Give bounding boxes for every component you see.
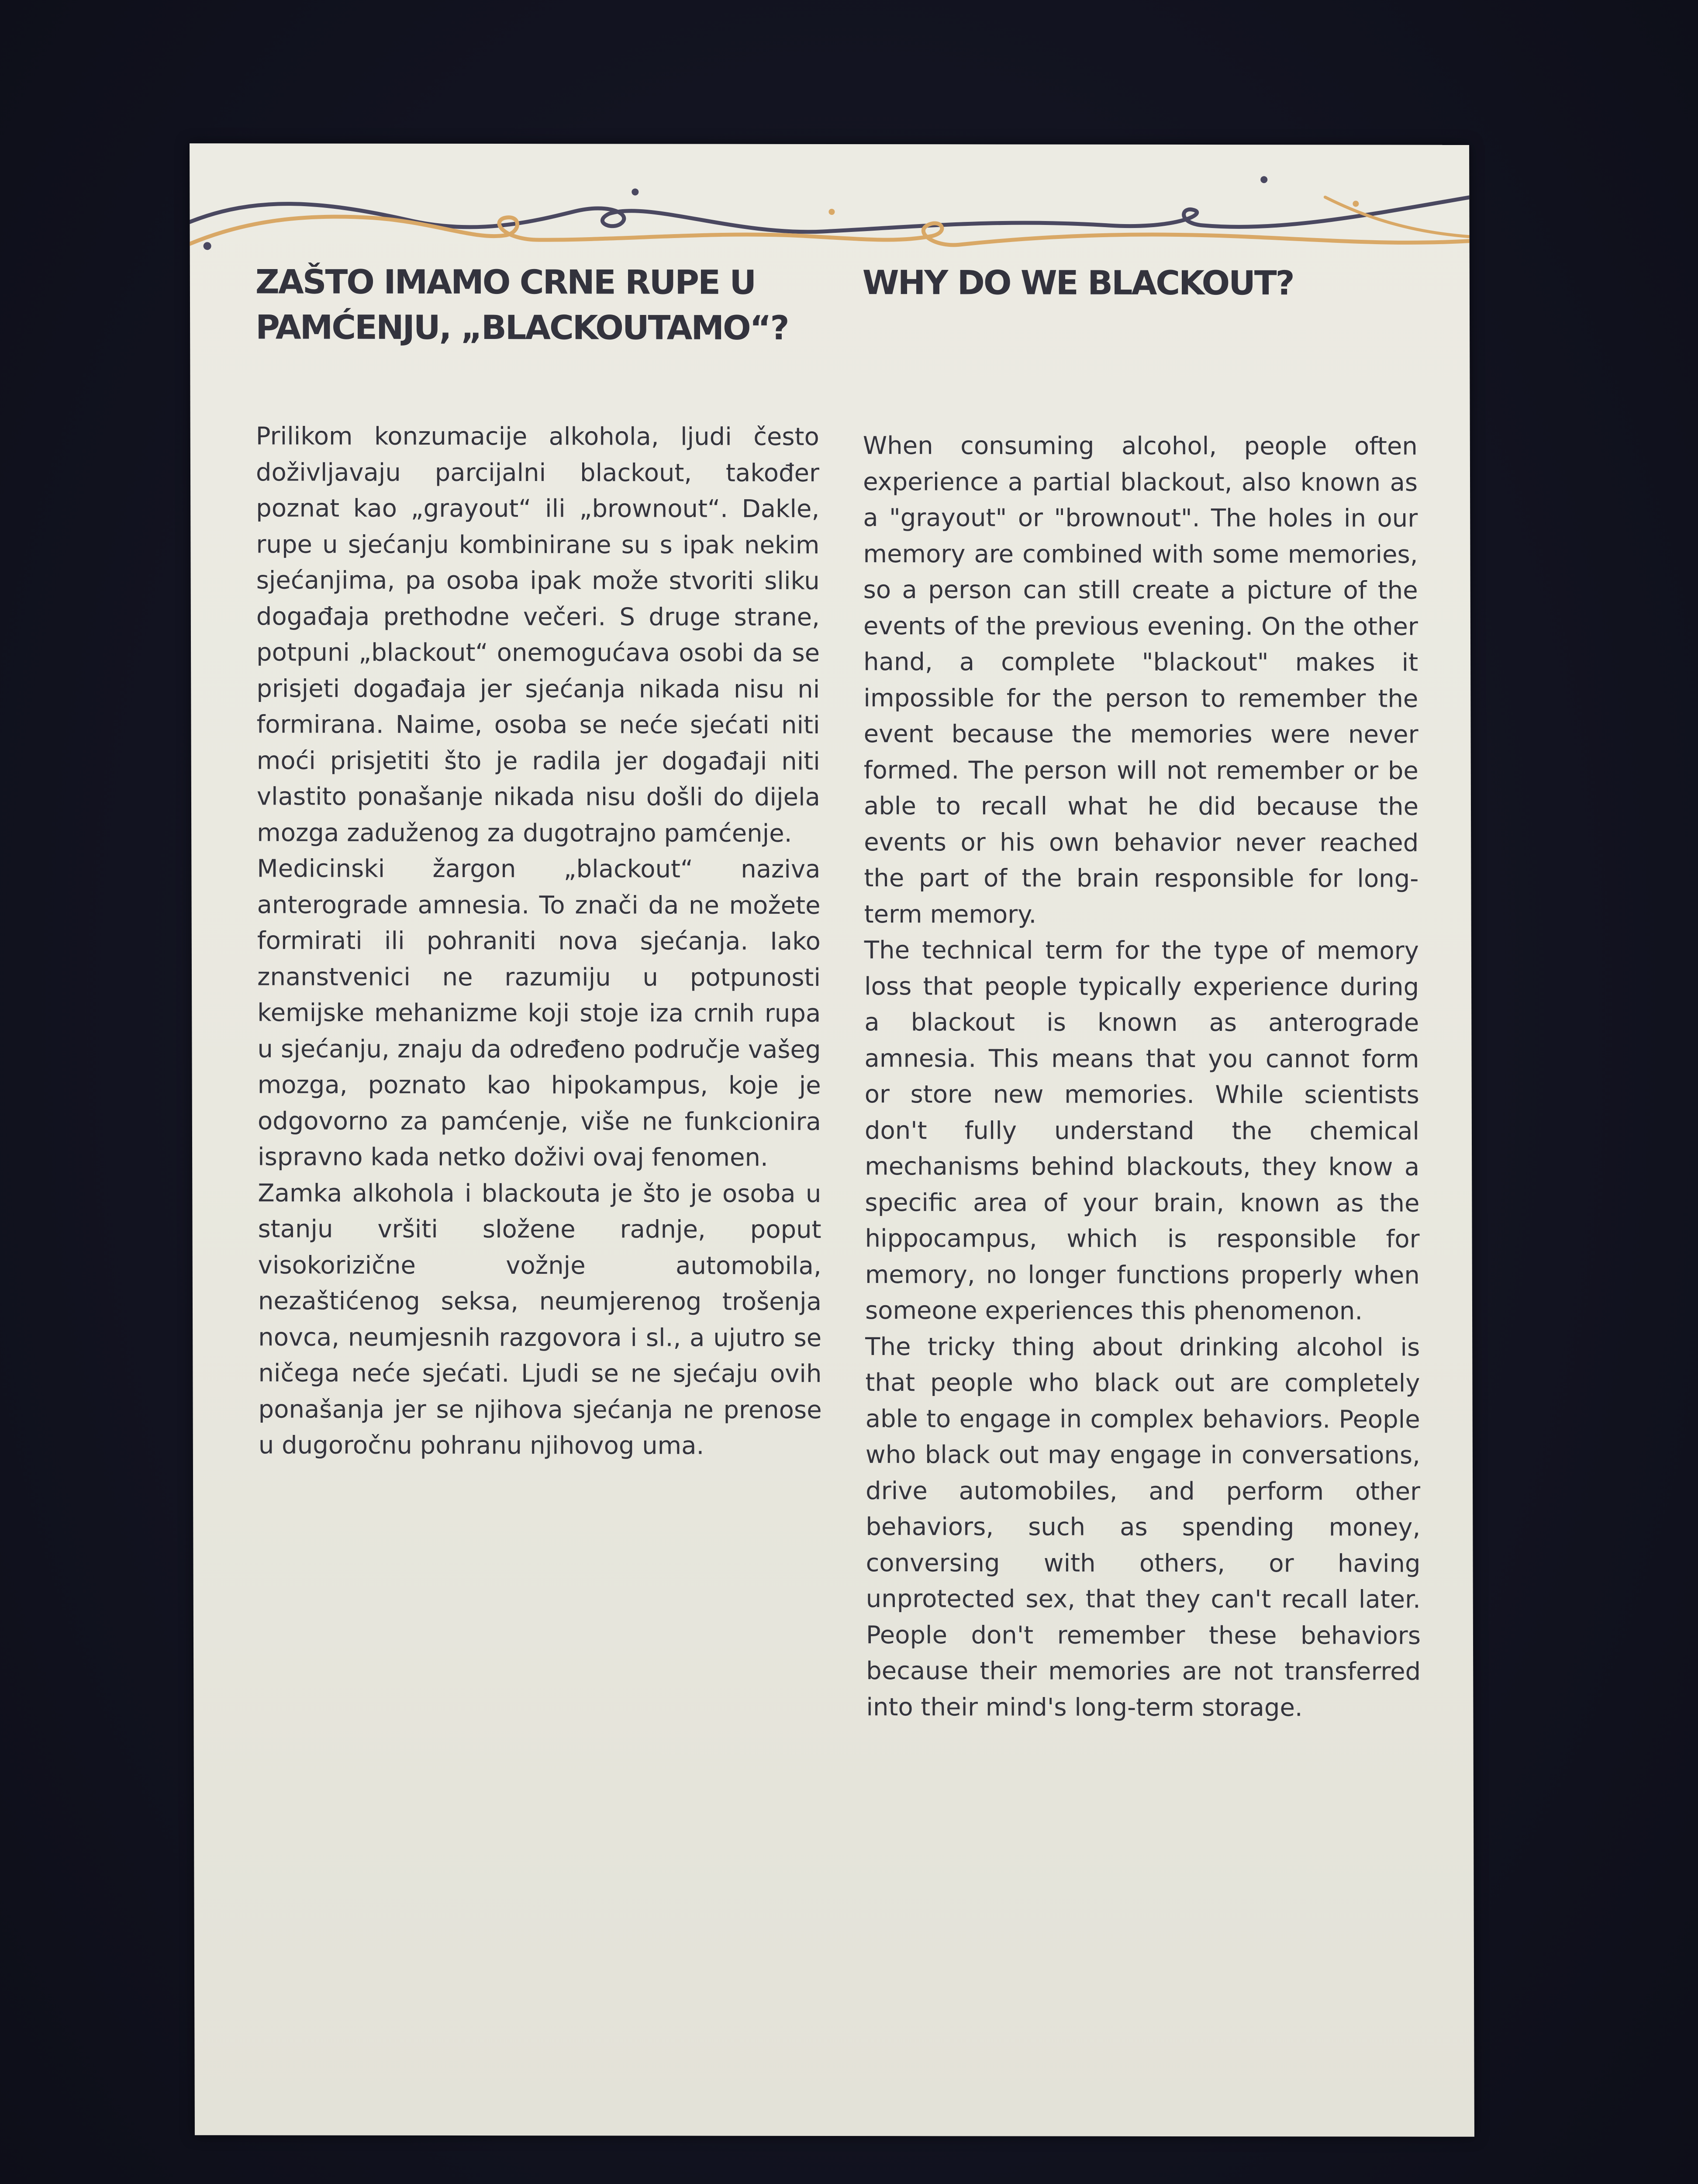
croatian-paragraph-1: Prilikom konzumacije alkohola, ljudi često doživljavaju parcijalni blackout, također poznat kao „grayout“ ili „brownout“. Dakle, rupe u sjećanju kombinirane su s ipak nekim sjećanjima, pa osoba ipak može stvoriti sliku događaja prethodne večeri. S druge strane, potpuni „blackout“ onemogućava osobi da se prisjeti događaja jer sjećanja nikada nisu ni formirana. Naime, osoba se neće sjećati niti moći prisjetiti što je radila jer događaji niti vlastito ponašanje nikada nisu došli do dijela mozga zaduženog za dugotrajno pamćenje. bbox=[255, 422, 821, 848]
english-title: WHY DO WE BLACKOUT? bbox=[862, 263, 1294, 303]
english-paragraph-1: When consuming alcohol, people often experience a partial blackout, also known as a "grayout" or "brownout". The holes in our memory are combined with some memories, so a person can still create a picture of the events of the previous evening. On the other hand, a complete "blackout" makes it impossible for the person to remember the event because the memories were never formed. The person will not remember or be able to recall what he did because the events or his own behavior never reached the part of the brain responsible for long-term memory. bbox=[863, 432, 1419, 929]
english-paragraph-3: The tricky thing about drinking alcohol is that people who black out are completely able to engage in complex behaviors. People who black out may engage in conversations, drive automobiles, and perform other behaviors, such as spending money, conversing with others, or having unprotected sex, that they can't recall later. People don't remember these behaviors because their memories are not transferred into their mind's long-term storage. bbox=[865, 1332, 1421, 1722]
croatian-title: ZAŠTO IMAMO CRNE RUPE U PAMĆENJU, „BLACKOUTAMO“? bbox=[255, 262, 788, 347]
english-paragraph-2: The technical term for the type of memory loss that people typically experience during a blackout is known as anterograde amnesia. This means that you cannot form or store new memories. While scientists don't fully understand the chemical mechanisms behind blackouts, they know a specific area of your brain, known as the hippocampus, which is responsible for memory, no longer functions properly when someone experiences this phenomenon. bbox=[864, 936, 1420, 1326]
croatian-paragraph-3: Zamka alkohola i blackouta je što je osoba u stanju vršiti složene radnje, poput visokorizične vožnje automobila, nezaštićenog seksa, neumjerenog trošenja novca, neumjesnih razgovora i sl., a ujutro se ničega neće sjećati. Ljudi se ne sjećaju ovih ponašanja jer se njihova sjećanja ne prenose u dugoročnu pohranu njihovog uma. bbox=[258, 1178, 822, 1460]
croatian-column bbox=[255, 143, 822, 1460]
croatian-body bbox=[256, 418, 822, 1464]
croatian-paragraph-2: Medicinski žargon „blackout“ naziva anterograde amnesia. To znači da ne možete formirati ili pohraniti nova sjećanja. Iako znanstvenici ne razumiju u potpunosti kemijske mehanizme koji stoje iza crnih rupa u sjećanju, znaju da određeno područje vašeg mozga, poznato kao hipokampus, koje je odgovorno za pamćenje, više ne funkcionira ispravno kada netko doživi ovaj fenomen. bbox=[257, 854, 821, 1172]
english-column bbox=[862, 144, 1425, 1722]
english-body bbox=[863, 428, 1421, 1726]
info-panel bbox=[190, 143, 1474, 2137]
